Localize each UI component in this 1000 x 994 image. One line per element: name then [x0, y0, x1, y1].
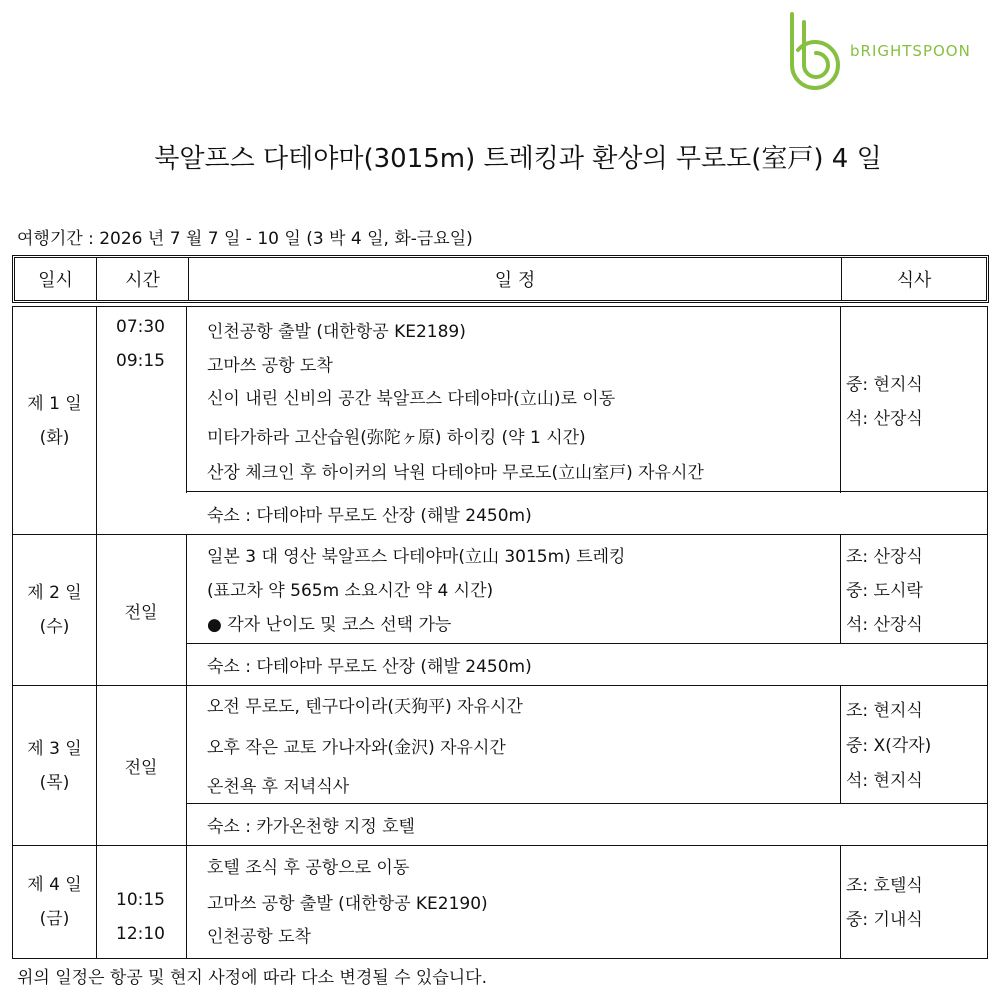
- time-cell: [96, 686, 187, 845]
- schedule-item: 산장 체크인 후 하이커의 낙원 다테야마 무로도(立山室戸) 자유시간: [207, 463, 704, 483]
- meal-item: 중: 도시락: [846, 581, 923, 601]
- schedule-item: 인천공항 출발 (대한항공 KE2189): [207, 322, 466, 342]
- weekday-label: (금): [39, 909, 70, 929]
- meal-cell: [841, 686, 987, 804]
- schedule-item: 온천욕 후 저녁식사: [207, 777, 350, 797]
- lodging-row: 숙소 : 다테야마 무로도 산장 (해발 2450m): [187, 643, 987, 685]
- time-value: 전일: [124, 758, 158, 778]
- time-cell: [96, 307, 187, 493]
- table-row-day-3: [13, 686, 987, 846]
- table-header: [12, 255, 989, 303]
- header-schedule: 일 정: [189, 258, 842, 300]
- schedule-item: 신이 내린 신비의 공간 북알프스 다테야마(立山)로 이동: [207, 389, 616, 409]
- weekday-label: (화): [39, 427, 70, 448]
- meal-item: 조: 현지식: [846, 701, 923, 721]
- schedule-item: (표고차 약 565m 소요시간 약 4 시간): [207, 581, 494, 601]
- schedule-item: ● 각자 난이도 및 코스 선택 가능: [207, 615, 452, 635]
- day-cell: [13, 307, 97, 534]
- time-cell: [96, 846, 187, 958]
- lodging-row: 숙소 : 다테야마 무로도 산장 (해발 2450m): [187, 491, 987, 534]
- meal-cell: [841, 846, 987, 958]
- page-title: 북알프스 다테야마(3015m) 트레킹과 환상의 무로도(室戸) 4 일: [154, 144, 882, 174]
- itinerary-table: [12, 306, 988, 959]
- meal-item: 중: 현지식: [846, 375, 923, 395]
- table-row-day-1: [13, 306, 987, 535]
- meal-item: 중: X(각자): [846, 736, 932, 756]
- day-cell: [13, 846, 97, 958]
- day-cell: [13, 535, 97, 685]
- header-day: 일시: [15, 258, 97, 300]
- meal-item: 석: 현지식: [846, 771, 923, 791]
- schedule-cell: [187, 686, 841, 804]
- meal-cell: [841, 535, 987, 644]
- brand-name: bRIGHTSPOON: [850, 42, 971, 60]
- schedule-item: 일본 3 대 영산 북알프스 다테야마(立山 3015m) 트레킹: [207, 547, 626, 567]
- time-value: 12:10: [116, 924, 165, 944]
- schedule-item: 고마쓰 공항 도착: [207, 356, 333, 376]
- schedule-cell: [187, 846, 841, 958]
- meal-item: 석: 산장식: [846, 615, 923, 635]
- lodging-row: 숙소 : 카가온천향 지정 호텔: [187, 803, 987, 845]
- schedule-item: 인천공항 도착: [207, 927, 311, 947]
- header-time: 시간: [97, 258, 189, 300]
- schedule-item: 오후 작은 교토 가나자와(金沢) 자유시간: [207, 738, 506, 758]
- time-value: 09:15: [116, 351, 165, 371]
- meal-cell: [841, 307, 987, 493]
- time-value: 전일: [124, 602, 158, 623]
- schedule-item: 호텔 조식 후 공항으로 이동: [207, 858, 410, 878]
- schedule-cell: [187, 307, 841, 493]
- time-value: 07:30: [116, 317, 165, 337]
- time-value: 10:15: [116, 890, 165, 910]
- day-label: 제 4 일: [27, 875, 82, 895]
- footnote: 위의 일정은 항공 및 현지 사정에 따라 다소 변경될 수 있습니다.: [17, 968, 487, 988]
- day-label: 제 3 일: [27, 738, 82, 759]
- meal-item: 조: 호텔식: [846, 876, 923, 896]
- meal-item: 중: 기내식: [846, 910, 923, 930]
- meal-item: 조: 산장식: [846, 547, 923, 567]
- weekday-label: (수): [39, 617, 70, 637]
- schedule-item: 오전 무로도, 텐구다이라(天狗平) 자유시간: [207, 697, 523, 717]
- meal-item: 석: 산장식: [846, 409, 923, 429]
- time-cell: [96, 535, 187, 685]
- table-row-day-4: [13, 846, 987, 959]
- schedule-item: 미타가하라 고산습원(弥陀ヶ原) 하이킹 (약 1 시간): [207, 428, 586, 448]
- day-label: 제 2 일: [27, 583, 82, 603]
- schedule-cell: [187, 535, 841, 644]
- travel-period: 여행기간 : 2026 년 7 월 7 일 - 10 일 (3 박 4 일, 화-금요일): [17, 229, 473, 249]
- day-cell: [13, 686, 97, 845]
- day-label: 제 1 일: [27, 393, 82, 414]
- weekday-label: (목): [39, 772, 70, 793]
- schedule-item: 고마쓰 공항 출발 (대한항공 KE2190): [207, 894, 488, 914]
- table-row-day-2: [13, 535, 987, 686]
- header-meal: 식사: [896, 270, 932, 291]
